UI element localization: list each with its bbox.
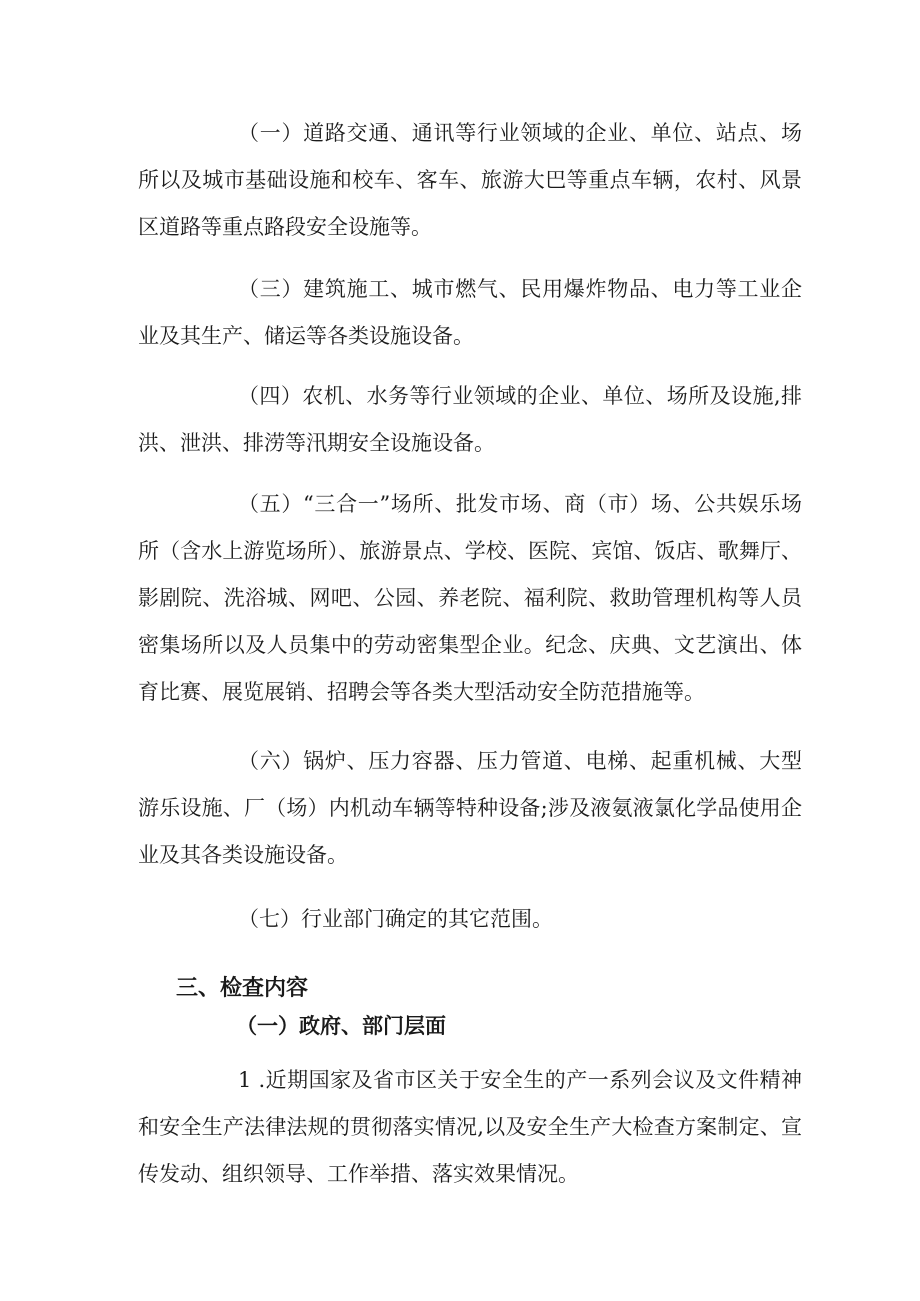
paragraph-scope-5: （五）“三合一”场所、批发市场、商（市）场、公共娱乐场所（含水上游览场所）、旅游景点、学校、医院、宾馆、饭店、歌舞厅、影剧院、洗浴城、网吧、公园、养老院、福利院、救助管理机构等人员密集场所以及人员集中的劳动密集型企业。纪念、庆典、文艺演出、体育比赛、展览展销、招聘会等各类大型活动安全防范措施等。 (138, 492, 802, 704)
subheading-government-level: （一）政府、部门层面 (236, 1013, 446, 1038)
paragraph-scope-4: （四）农机、水务等行业领域的企业、单位、场所及设施,排洪、泄洪、排涝等汛期安全设施设备。 (138, 384, 802, 455)
paragraph-scope-7: （七）行业部门确定的其它范围。 (238, 907, 553, 931)
section-heading-inspection-content: 三、检查内容 (176, 975, 309, 1001)
paragraph-scope-3: （三）建筑施工、城市燃气、民用爆炸物品、电力等工业企业及其生产、储运等各类设施设备。 (138, 277, 802, 348)
list-item-1: 1 .近期国家及省市区关于安全生的产一系列会议及文件精神和安全生产法律法规的贯彻落实情况,以及安全生产大检查方案制定、宣传发动、组织领导、工作举措、落实效果情况。 (138, 1068, 802, 1186)
paragraph-scope-6: （六）锅炉、压力容器、压力管道、电梯、起重机械、大型游乐设施、厂（场）内机动车辆等特种设备;涉及液氨液氯化学品使用企业及其各类设施设备。 (138, 749, 802, 867)
paragraph-scope-1: （一）道路交通、通讯等行业领域的企业、单位、站点、场所以及城市基础设施和校车、客车、旅游大巴等重点车辆，农村、风景区道路等重点路段安全设施等。 (138, 121, 802, 239)
